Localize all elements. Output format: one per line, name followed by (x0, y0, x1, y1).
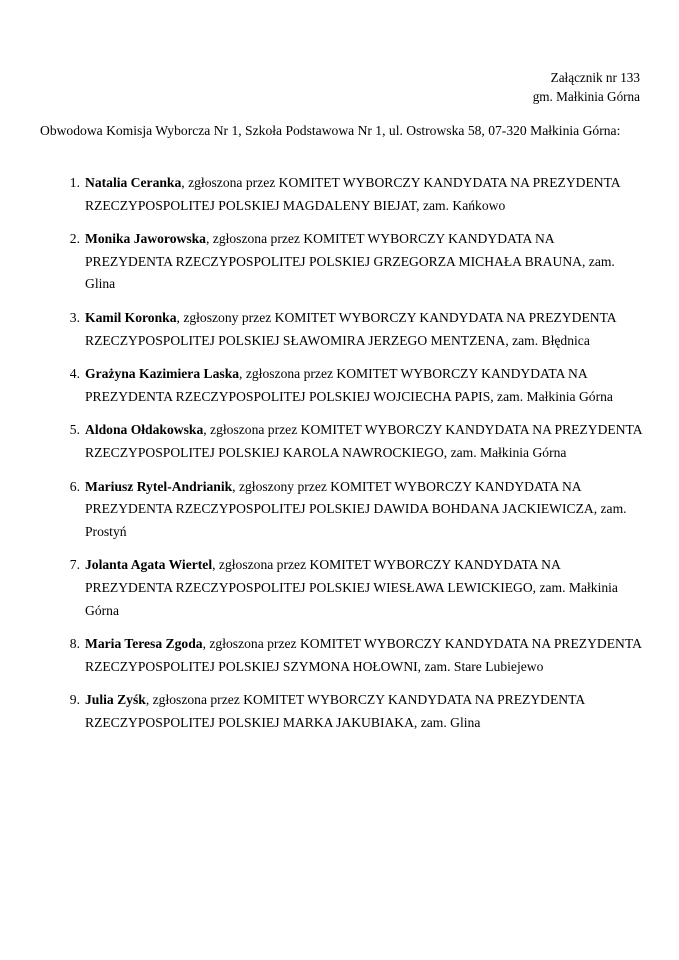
candidate-name: Mariusz Rytel-Andrianik (85, 478, 233, 494)
attachment-number: Załącznik nr 133 (550, 70, 640, 85)
candidate-list (40, 172, 644, 745)
candidate-name: Aldona Ołdakowska (85, 422, 204, 438)
candidate-entry (40, 172, 644, 217)
candidate-entry (40, 307, 644, 352)
candidate-number: 6. (69, 478, 80, 494)
candidate-entry (40, 689, 644, 734)
candidate-number: 1. (69, 175, 80, 190)
candidate-entry (40, 363, 644, 408)
candidate-number: 8. (69, 636, 80, 652)
candidate-entry (40, 476, 644, 544)
candidate-description: , zgłoszony przez KOMITET WYBORCZY KANDYDATA NA PREZYDENTA RZECZYPOSPOLITEJ POLSKIEJ DAWIDA BOHDANA JACKIEWICZA, zam. Prostyń (85, 478, 627, 539)
candidate-number: 3. (69, 309, 80, 325)
candidate-description: , zgłoszona przez KOMITET WYBORCZY KANDYDATA NA PREZYDENTA RZECZYPOSPOLITEJ POLSKIEJ WIESŁAWA LEWICKIEGO, zam. Małkinia Górna (85, 557, 618, 618)
candidate-entry (40, 633, 644, 678)
candidate-description: , zgłoszona przez KOMITET WYBORCZY KANDYDATA NA PREZYDENTA RZECZYPOSPOLITEJ POLSKIEJ MAGDALENY BIEJAT, zam. Kańkowo (85, 175, 620, 213)
committee-heading: Obwodowa Komisja Wyborcza Nr 1, Szkoła Podstawowa Nr 1, ul. Ostrowska 58, 07-320 Małkinia Górna: (40, 123, 621, 138)
candidate-name: Maria Teresa Zgoda (85, 636, 203, 652)
candidate-number: 2. (69, 231, 80, 247)
candidate-number: 9. (69, 692, 80, 708)
candidate-description: , zgłoszona przez KOMITET WYBORCZY KANDYDATA NA PREZYDENTA RZECZYPOSPOLITEJ POLSKIEJ GRZEGORZA MICHAŁA BRAUNA, zam. Glina (85, 231, 615, 292)
municipality-name: gm. Małkinia Górna (532, 89, 640, 104)
document-header (533, 68, 640, 106)
candidate-name: Julia Zyśk (85, 692, 146, 708)
candidate-entry (40, 228, 644, 296)
candidate-name: Grażyna Kazimiera Laska (85, 366, 240, 382)
candidate-entry (40, 419, 644, 464)
candidate-description: , zgłoszona przez KOMITET WYBORCZY KANDYDATA NA PREZYDENTA RZECZYPOSPOLITEJ POLSKIEJ WOJCIECHA PAPIS, zam. Małkinia Górna (85, 366, 613, 404)
candidate-description: , zgłoszony przez KOMITET WYBORCZY KANDYDATA NA PREZYDENTA RZECZYPOSPOLITEJ POLSKIEJ SŁAWOMIRA JERZEGO MENTZENA, zam. Błędnica (85, 309, 616, 348)
candidate-name: Natalia Ceranka (85, 175, 182, 190)
candidate-name: Kamil Koronka (85, 309, 177, 325)
candidate-number: 5. (69, 422, 80, 438)
candidate-name: Jolanta Agata Wiertel (85, 557, 213, 573)
candidate-description: , zgłoszona przez KOMITET WYBORCZY KANDYDATA NA PREZYDENTA RZECZYPOSPOLITEJ POLSKIEJ KAROLA NAWROCKIEGO, zam. Małkinia Górna (85, 422, 642, 460)
candidate-number: 4. (69, 366, 80, 382)
candidate-number: 7. (69, 557, 80, 573)
candidate-entry (40, 554, 644, 622)
candidate-description: , zgłoszona przez KOMITET WYBORCZY KANDYDATA NA PREZYDENTA RZECZYPOSPOLITEJ POLSKIEJ SZYMONA HOŁOWNI, zam. Stare Lubiejewo (85, 636, 642, 674)
candidate-description: , zgłoszona przez KOMITET WYBORCZY KANDYDATA NA PREZYDENTA RZECZYPOSPOLITEJ POLSKIEJ MARKA JAKUBIAKA, zam. Glina (85, 692, 585, 730)
candidate-name: Monika Jaworowska (85, 231, 206, 247)
